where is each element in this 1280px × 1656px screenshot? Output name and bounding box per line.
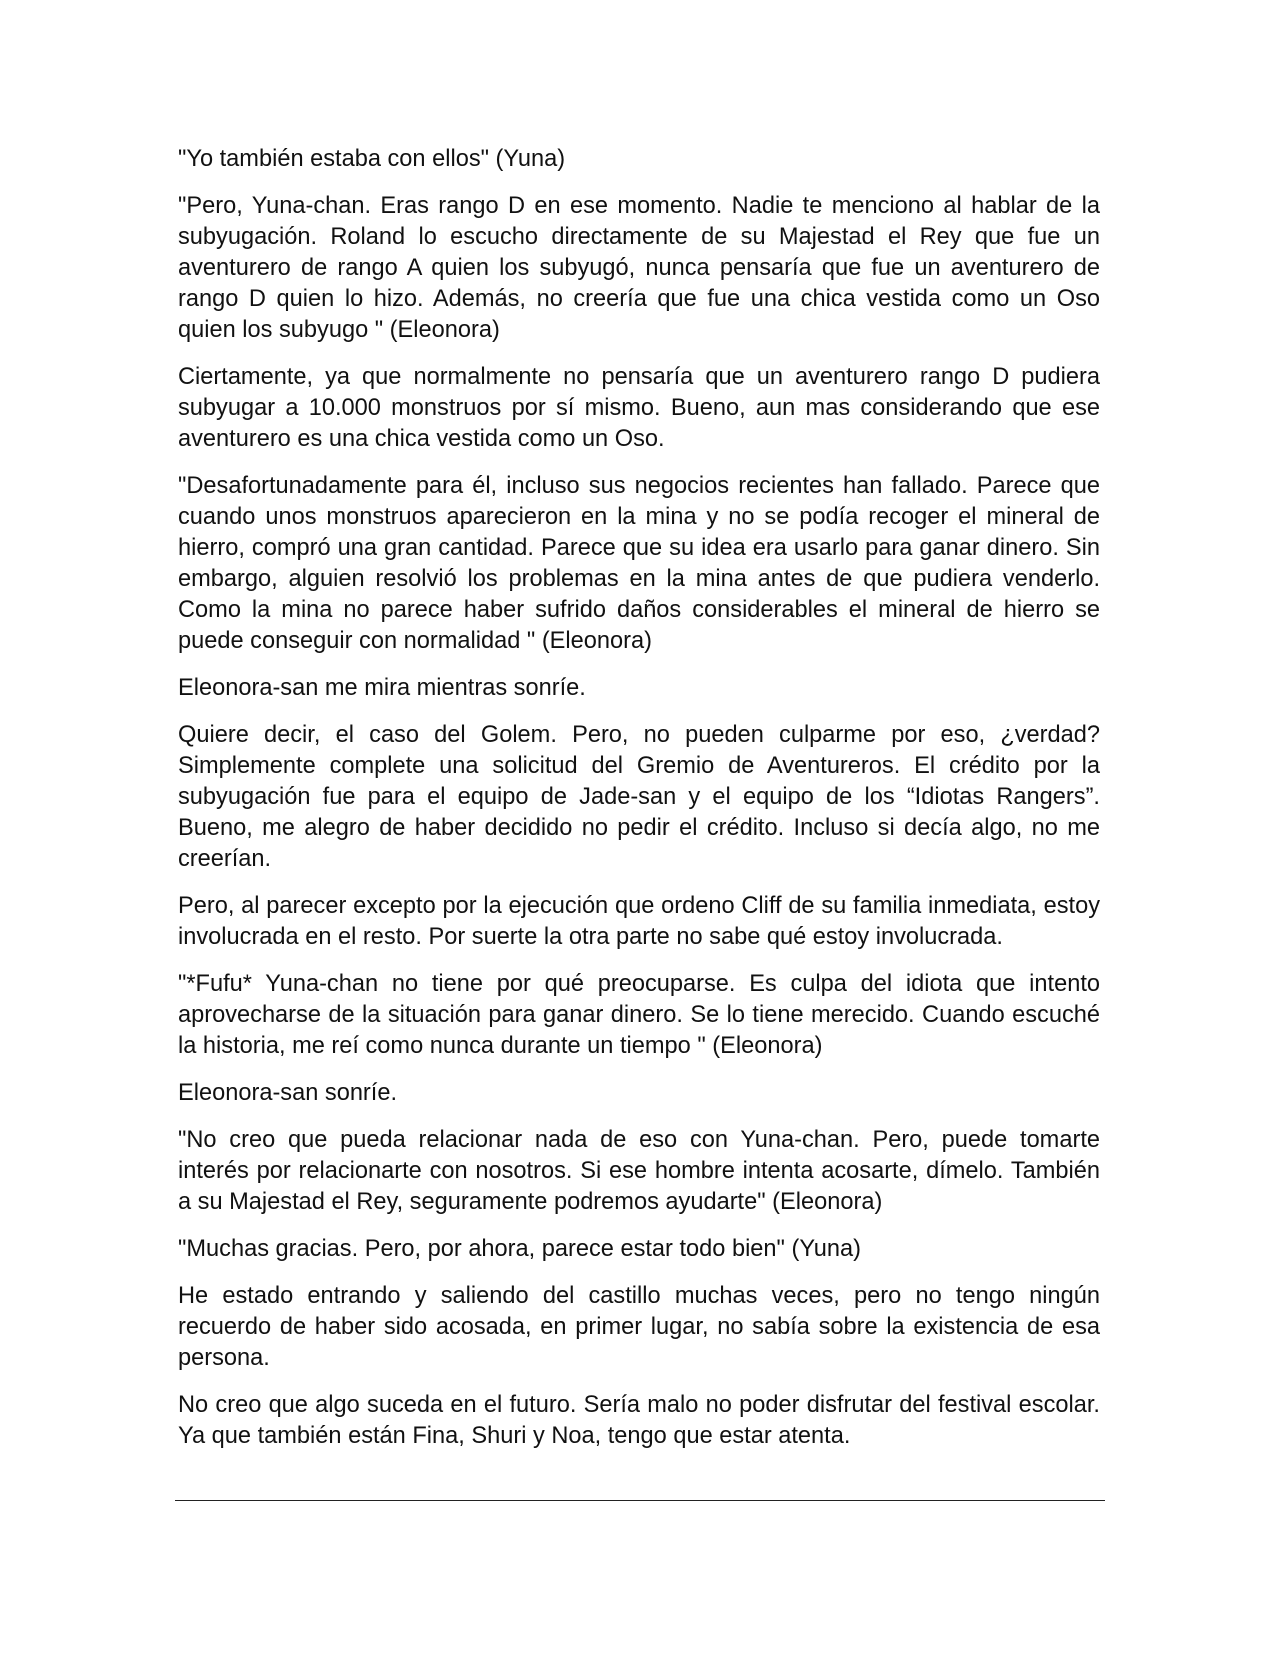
paragraph-8: "*Fufu* Yuna-chan no tiene por qué preocuparse. Es culpa del idiota que intento aprovecharse de la situación para ganar dinero. Se lo tiene merecido. Cuando escuché la historia, me reí como nunca durante un tiempo " (Eleonora) <box>178 971 1100 1059</box>
paragraph-6: Quiere decir, el caso del Golem. Pero, no pueden culparme por eso, ¿verdad? Simplemente complete una solicitud del Gremio de Aventureros. El crédito por la subyugación fue para el equipo de Jade-san y el equipo de los “Idiotas Rangers”. Bueno, me alegro de haber decidido no pedir el crédito. Incluso si decía algo, no me creerían. <box>178 722 1100 872</box>
section-divider <box>175 1500 1105 1501</box>
paragraph-5: Eleonora-san me mira mientras sonríe. <box>178 675 586 701</box>
paragraph-1: "Yo también estaba con ellos" (Yuna) <box>178 146 566 172</box>
paragraph-9: Eleonora-san sonríe. <box>178 1080 398 1106</box>
paragraph-4: "Desafortunadamente para él, incluso sus negocios recientes han fallado. Parece que cuando unos monstruos aparecieron en la mina y no se podía recoger el mineral de hierro, compró una gran cantidad. Parece que su idea era usarlo para ganar dinero. Sin embargo, alguien resolvió los problemas en la mina antes de que pudiera venderlo. Como la mina no parece haber sufrido daños considerables el mineral de hierro se puede conseguir con normalidad " (Eleonora) <box>178 473 1100 654</box>
paragraph-7: Pero, al parecer excepto por la ejecución que ordeno Cliff de su familia inmediata, estoy involucrada en el resto. Por suerte la otra parte no sabe qué estoy involucrada. <box>178 893 1100 950</box>
paragraph-12: He estado entrando y saliendo del castillo muchas veces, pero no tengo ningún recuerdo de haber sido acosada, en primer lugar, no sabía sobre la existencia de esa persona. <box>178 1283 1100 1371</box>
paragraph-13: No creo que algo suceda en el futuro. Sería malo no poder disfrutar del festival escolar. Ya que también están Fina, Shuri y Noa, tengo que estar atenta. <box>178 1392 1100 1449</box>
paragraph-2: "Pero, Yuna-chan. Eras rango D en ese momento. Nadie te menciono al hablar de la subyugación. Roland lo escucho directamente de su Majestad el Rey que fue un aventurero de rango A quien los subyugó, nunca pensaría que fue un aventurero de rango D quien lo hizo. Además, no creería que fue una chica vestida como un Oso quien los subyugo " (Eleonora) <box>178 193 1100 343</box>
paragraph-11: "Muchas gracias. Pero, por ahora, parece estar todo bien" (Yuna) <box>178 1236 861 1262</box>
document-body <box>178 144 1100 1452</box>
paragraph-3: Ciertamente, ya que normalmente no pensaría que un aventurero rango D pudiera subyugar a 10.000 monstruos por sí mismo. Bueno, aun mas considerando que ese aventurero es una chica vestida como un Oso. <box>178 364 1100 452</box>
paragraph-10: "No creo que pueda relacionar nada de eso con Yuna-chan. Pero, puede tomarte interés por relacionarte con nosotros. Si ese hombre intenta acosarte, dímelo. También a su Majestad el Rey, seguramente podremos ayudarte" (Eleonora) <box>178 1127 1100 1215</box>
